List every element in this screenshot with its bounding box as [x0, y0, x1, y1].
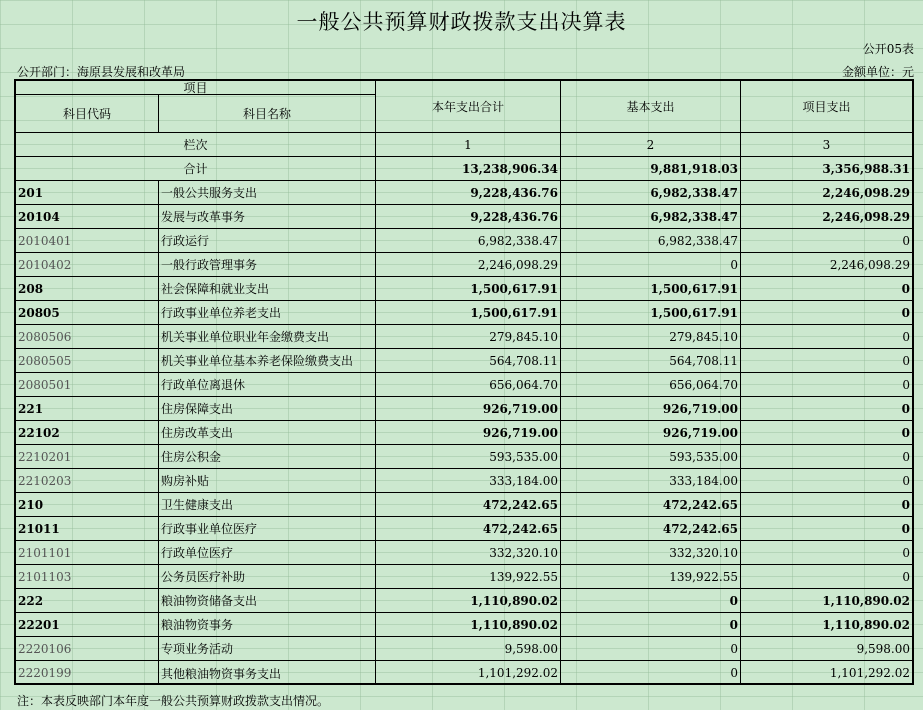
table-cell-project: 0: [741, 373, 912, 397]
table-cell-project: 0: [741, 349, 912, 373]
table-cell-project: 0: [741, 325, 912, 349]
table-cell-project: 0: [741, 541, 912, 565]
table-cell-code: 2210201: [16, 445, 159, 469]
header-item: 项目: [16, 81, 376, 95]
table-cell-code: 2080501: [16, 373, 159, 397]
table-cell-name: 其他粮油物资事务支出: [159, 661, 376, 685]
table-cell-basic: 6,982,338.47: [561, 181, 741, 205]
table-cell-name: 专项业务活动: [159, 637, 376, 661]
table-cell-total: 656,064.70: [376, 373, 561, 397]
table-cell-basic: 1,500,617.91: [561, 277, 741, 301]
table-cell-name: 行政单位医疗: [159, 541, 376, 565]
table-cell-total: 926,719.00: [376, 397, 561, 421]
table-cell-code: 21011: [16, 517, 159, 541]
table-cell-code: 201: [16, 181, 159, 205]
table-cell-code: 22201: [16, 613, 159, 637]
table-cell-code: 2080505: [16, 349, 159, 373]
table-cell-name: 粮油物资事务: [159, 613, 376, 637]
table-cell-basic: 0: [561, 253, 741, 277]
table-cell-code: 222: [16, 589, 159, 613]
table-cell-code: 2210203: [16, 469, 159, 493]
table-cell-total: 926,719.00: [376, 421, 561, 445]
table-cell-total: 1,500,617.91: [376, 277, 561, 301]
table-cell-total: 593,535.00: [376, 445, 561, 469]
table-cell-basic: 926,719.00: [561, 397, 741, 421]
col-number-3: 3: [741, 133, 912, 157]
table-cell-name: 购房补贴: [159, 469, 376, 493]
department-label: 公开部门：海原县发展和改革局: [17, 65, 186, 79]
table-cell-basic: 0: [561, 613, 741, 637]
table-cell-name: 行政事业单位医疗: [159, 517, 376, 541]
table-cell-name: 一般公共服务支出: [159, 181, 376, 205]
table-cell-project: 0: [741, 229, 912, 253]
table-cell-project: 9,598.00: [741, 637, 912, 661]
table-cell-code: 22102: [16, 421, 159, 445]
table-cell-name: 行政事业单位养老支出: [159, 301, 376, 325]
table-cell-name: 住房改革支出: [159, 421, 376, 445]
table-cell-total: 1,101,292.02: [376, 661, 561, 685]
table-cell-total: 9,598.00: [376, 637, 561, 661]
table-cell-total: 9,228,436.76: [376, 181, 561, 205]
table-cell-code: 221: [16, 397, 159, 421]
table-cell-total: 2,246,098.29: [376, 253, 561, 277]
table-cell-project: 0: [741, 301, 912, 325]
table-cell-name: 公务员医疗补助: [159, 565, 376, 589]
page-title: 一般公共预算财政拨款支出决算表: [296, 10, 627, 34]
table-cell-total: 279,845.10: [376, 325, 561, 349]
table-cell-name: 住房保障支出: [159, 397, 376, 421]
table-cell-project: 2,246,098.29: [741, 205, 912, 229]
table-cell-basic: 1,500,617.91: [561, 301, 741, 325]
total-row-label: 合计: [16, 157, 376, 181]
table-cell-project: 1,110,890.02: [741, 613, 912, 637]
table-cell-project: 2,246,098.29: [741, 253, 912, 277]
table-cell-code: 20805: [16, 301, 159, 325]
table-cell-total: 139,922.55: [376, 565, 561, 589]
table-cell-basic: 926,719.00: [561, 421, 741, 445]
table-cell-basic: 279,845.10: [561, 325, 741, 349]
table-cell-total: 333,184.00: [376, 469, 561, 493]
table-cell-code: 210: [16, 493, 159, 517]
table-cell-code: 2101103: [16, 565, 159, 589]
table-cell-basic: 593,535.00: [561, 445, 741, 469]
row-index-label: 栏次: [16, 133, 376, 157]
table-cell-total: 564,708.11: [376, 349, 561, 373]
table-cell-name: 卫生健康支出: [159, 493, 376, 517]
table-cell-project: 0: [741, 445, 912, 469]
total-row-basic: 9,881,918.03: [561, 157, 741, 181]
table-cell-total: 472,242.65: [376, 493, 561, 517]
header-subject-name: 科目名称: [159, 95, 376, 133]
header-subject-code: 科目代码: [16, 95, 159, 133]
table-cell-total: 1,500,617.91: [376, 301, 561, 325]
table-cell-basic: 564,708.11: [561, 349, 741, 373]
table-cell-code: 2080506: [16, 325, 159, 349]
header-total: 本年支出合计: [376, 81, 561, 133]
table-cell-project: 0: [741, 397, 912, 421]
table-cell-name: 机关事业单位职业年金缴费支出: [159, 325, 376, 349]
table-cell-name: 行政运行: [159, 229, 376, 253]
table-cell-basic: 6,982,338.47: [561, 229, 741, 253]
total-row-project: 3,356,988.31: [741, 157, 912, 181]
table-cell-basic: 332,320.10: [561, 541, 741, 565]
table-cell-total: 9,228,436.76: [376, 205, 561, 229]
table-cell-basic: 0: [561, 637, 741, 661]
table-cell-basic: 656,064.70: [561, 373, 741, 397]
table-cell-code: 2220106: [16, 637, 159, 661]
table-cell-code: 2220199: [16, 661, 159, 685]
table-cell-project: 1,101,292.02: [829, 666, 910, 680]
header-basic: 基本支出: [561, 81, 741, 133]
table-cell-name: 粮油物资储备支出: [159, 589, 376, 613]
table-cell-total: 472,242.65: [376, 517, 561, 541]
table-cell-project: 0: [741, 517, 912, 541]
table-cell-name: 发展与改革事务: [159, 205, 376, 229]
table-cell-basic: 472,242.65: [561, 493, 741, 517]
header-project: 项目支出: [741, 81, 912, 133]
table-cell-project: 0: [741, 493, 912, 517]
col-number-1: 1: [376, 133, 561, 157]
table-cell-code: 208: [16, 277, 159, 301]
table-cell-basic: 0: [561, 589, 741, 613]
col-number-2: 2: [561, 133, 741, 157]
expenditure-table: [14, 79, 914, 685]
table-cell-code: 2010402: [16, 253, 159, 277]
table-cell-name: 住房公积金: [159, 445, 376, 469]
table-cell-project: 2,246,098.29: [741, 181, 912, 205]
table-cell-name: 行政单位离退休: [159, 373, 376, 397]
table-cell-project: 0: [741, 565, 912, 589]
table-cell-total: 1,110,890.02: [376, 613, 561, 637]
table-cell-project: 0: [741, 421, 912, 445]
table-cell-total: 332,320.10: [376, 541, 561, 565]
table-cell-basic: 0: [561, 661, 741, 685]
table-cell-basic: 333,184.00: [561, 469, 741, 493]
table-cell-name: 一般行政管理事务: [159, 253, 376, 277]
unit-label: 金额单位：元: [841, 65, 914, 79]
table-cell-code: 20104: [16, 205, 159, 229]
table-cell-code: 2010401: [16, 229, 159, 253]
table-cell-total: 6,982,338.47: [376, 229, 561, 253]
table-cell-basic: 139,922.55: [561, 565, 741, 589]
table-cell-project: 1,110,890.02: [741, 589, 912, 613]
table-cell-name: 机关事业单位基本养老保险缴费支出: [159, 349, 376, 373]
table-cell-basic: 472,242.65: [561, 517, 741, 541]
total-row-total: 13,238,906.34: [376, 157, 561, 181]
footnote: 注：本表反映部门本年度一般公共预算财政拨款支出情况。: [17, 694, 330, 708]
table-cell-name: 社会保障和就业支出: [159, 277, 376, 301]
table-cell-project: 0: [741, 469, 912, 493]
table-code: 公开05表: [862, 42, 914, 56]
table-cell-code: 2101101: [16, 541, 159, 565]
table-cell-project: 0: [741, 277, 912, 301]
table-cell-total: 1,110,890.02: [376, 589, 561, 613]
table-cell-basic: 6,982,338.47: [561, 205, 741, 229]
